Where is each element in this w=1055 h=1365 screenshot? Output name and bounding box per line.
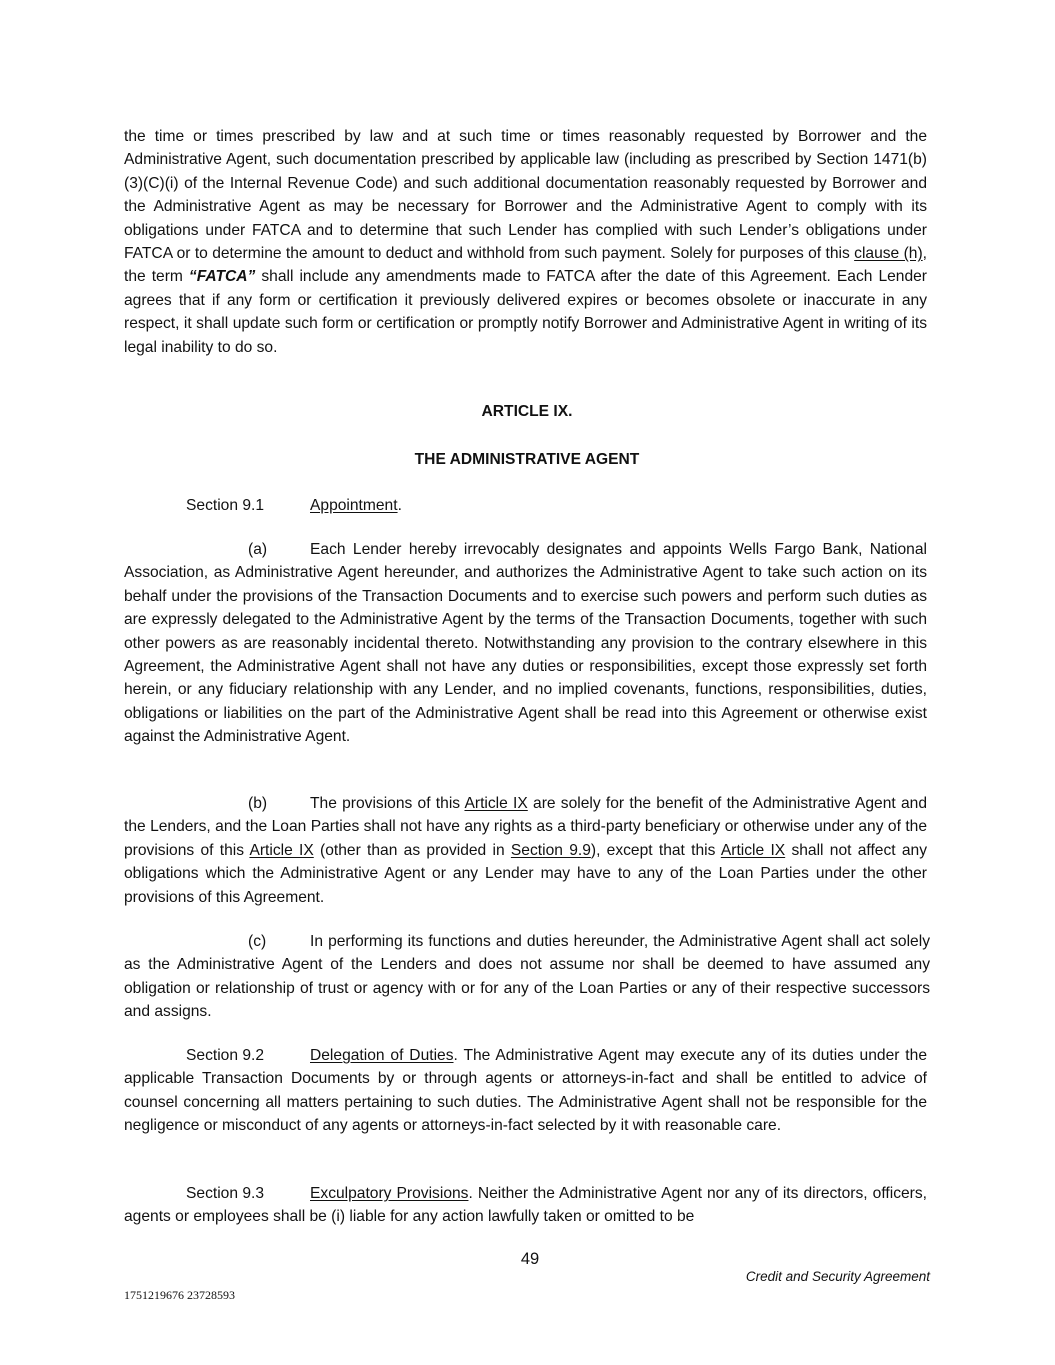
section-9-1-a [124,538,927,749]
article-ix-reference: Article IX [249,841,314,859]
document-title: Credit and Security Agreement [745,1269,930,1284]
section-title: Exculpatory Provisions [310,1185,469,1202]
section-text: . Neither the Administrative Agent nor any of its directors, officers, agents or employees shall be (i) liable for any action lawfully taken or omitted to be [124,1185,927,1226]
section-punctuation: . [397,497,402,514]
paragraph-text: , the term [124,245,927,286]
article-ix-reference: Article IX [720,841,786,859]
section-9-2 [124,1044,927,1138]
section-9-1-b [124,792,927,909]
section-text: . The Administrative Agent may execute any of its duties under the applicable Transaction Documents by or through agents or attorneys-in-fact and shall be entitled to advice of counsel concerning all matters pertaining to such duties. The Administrative Agent shall not be responsible for the negligence or misconduct of any agents or attorneys-in-fact selected by it with reasonable care. [124,1047,927,1135]
paragraph-text: the time or times prescribed by law and at such time or times reasonably requested by Borrower and the Administrative Agent, such documentation prescribed by applicable law (including as prescribed by Section 1471(b)(3)(C)(i) of the Internal Revenue Code) and such additional documentation reasonably requested by Borrower and the Administrative Agent as may be necessary for Borrower and the Administrative Agent to comply with its obligations under FATCA and to determine that such Lender has complied with such Lender’s obligations under FATCA or to determine the amount to deduct and withhold from such payment. Solely for purposes of this [124,128,927,263]
subsection-label: (c) [248,933,267,950]
section-number: Section 9.2 [186,1047,265,1064]
subsection-text: ), except that this [590,841,721,859]
subsection-text: Each Lender hereby irrevocably designates and appoints Wells Fargo Bank, National Association, as Administrative Agent hereunder, and authorizes the Administrative Agent to take such action on its behalf under the provisions of the Transaction Documents and to exercise such powers and perform such duties as are expressly delegated to the Administrative Agent by the terms of the Transaction Documents, together with such other powers as are reasonably incidental thereto. Notwithstanding any provision to the contrary elsewhere in this Agreement, the Administrative Agent shall not have any duties or responsibilities, except those expressly set forth herein, or any fiduciary relationship with any Lender, and no implied covenants, functions, responsibilities, duties, obligations or liabilities on the part of the Administrative Agent shall be read into this Agreement or otherwise exist against the Administrative Agent. [124,541,927,746]
subsection-text: (other than as provided in [313,841,511,859]
section-9-1-heading [124,494,927,517]
subsection-text: are solely for the benefit of the Administrative Agent and the Lenders, and the Loan Parties shall not have any rights as a third-party beneficiary or otherwise under any of the provisions of this [124,795,927,859]
subsection-text: The provisions of this [310,795,465,812]
section-title: Delegation of Duties [310,1047,454,1064]
clause-h-reference: clause (h) [854,245,923,263]
document-id: 1751219676 23728593 [124,1288,235,1302]
section-9-1-c [124,930,930,1024]
section-number: Section 9.1 [186,497,265,514]
subsection-label: (a) [248,541,268,558]
article-ix-reference: Article IX [464,795,528,812]
paragraph-text: shall include any amendments made to FATCA after the date of this Agreement. Each Lender agrees that if any form or certification it previously delivered expires or becomes obsolete or inaccurate in any respect, it shall update such form or certification or promptly notify Borrower and Administrative Agent in writing of its legal inability to do so. [124,268,927,356]
subsection-label: (b) [248,795,268,812]
article-title: THE ADMINISTRATIVE AGENT [414,451,640,468]
article-number: ARTICLE IX. [481,403,573,420]
paragraph-fatca-continuation [124,125,927,359]
subsection-text: shall not affect any obligations which the Administrative Agent or any Lender may have to any of the Loan Parties under the other provisions of this Agreement. [124,841,927,906]
section-9-3 [124,1182,927,1229]
page-number: 49 [520,1250,540,1268]
section-number: Section 9.3 [186,1185,265,1202]
defined-term-fatca: “FATCA” [188,268,256,286]
subsection-text: In performing its functions and duties hereunder, the Administrative Agent shall act solely as the Administrative Agent of the Lenders and does not assume nor shall be deemed to have assumed any obligation or relationship of trust or agency with or for any of the Loan Parties or any of their respective successors and assigns. [124,933,930,1021]
section-9-9-reference: Section 9.9 [510,841,591,859]
section-title: Appointment [310,497,398,514]
